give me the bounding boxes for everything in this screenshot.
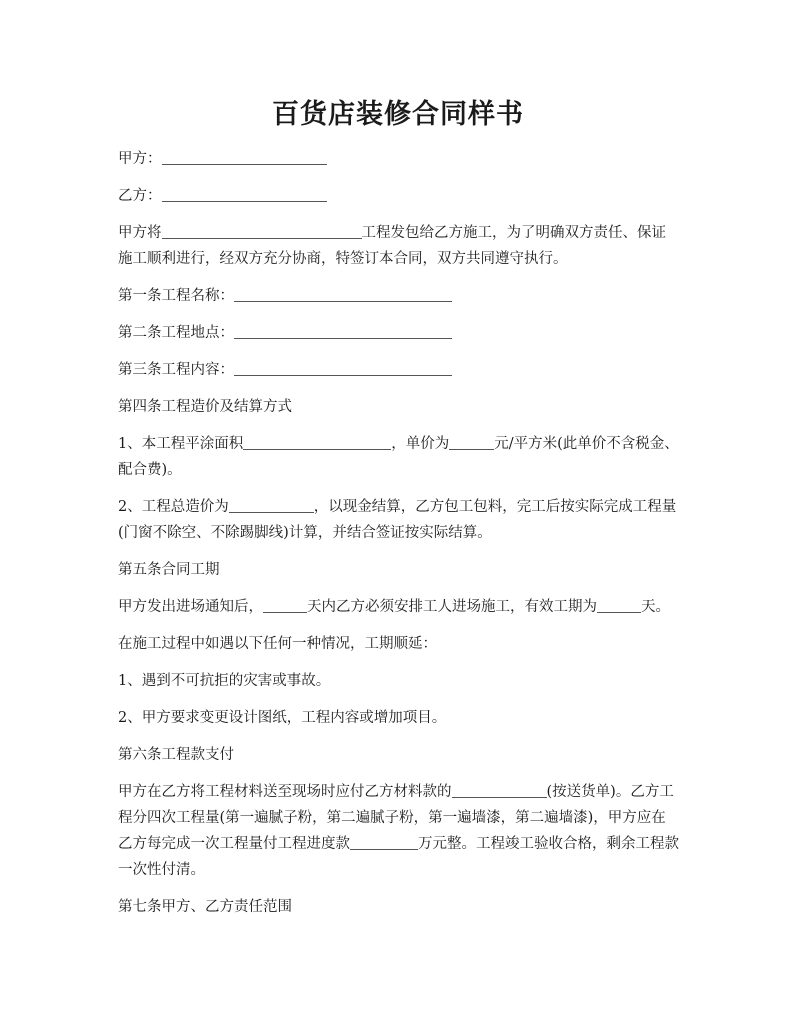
para5-1-text-b: 天内乙方必须安排工人进场施工，有效工期为 — [307, 599, 597, 615]
project-blank — [162, 222, 362, 239]
article1-label: 第一条工程名称： — [118, 288, 234, 304]
para5-1 — [118, 594, 680, 620]
article7-heading: 第七条甲方、乙方责任范围 — [118, 899, 292, 915]
item4-1-text-b: ，单价为 — [391, 436, 450, 452]
party-a-line — [118, 146, 680, 172]
article3-line — [118, 357, 680, 383]
party-a-blank — [162, 148, 327, 165]
article4-heading: 第四条工程造价及结算方式 — [118, 399, 292, 415]
party-b-blank — [162, 185, 327, 202]
item4-2-text-a: 2、工程总造价为 — [118, 499, 229, 515]
project-name-blank — [234, 285, 452, 302]
party-b-line — [118, 183, 680, 209]
article5-heading: 第五条合同工期 — [118, 562, 220, 578]
intro-paragraph — [118, 220, 680, 272]
total-price-blank — [229, 496, 314, 513]
article1-line — [118, 283, 680, 309]
para5-1-text-a: 甲方发出进场通知后， — [118, 599, 263, 615]
party-a-label: 甲方： — [118, 151, 162, 167]
item5-2: 2、甲方要求变更设计图纸，工程内容或增加项目。 — [118, 710, 447, 726]
para6 — [118, 779, 680, 883]
item4-1-text-c: 元/平方米(此单价不含税金、配合费)。 — [118, 436, 679, 478]
area-blank — [243, 433, 391, 450]
para5-1-text-c: 天。 — [641, 599, 670, 615]
item4-1-text-a: 1、本工程平涂面积 — [118, 436, 244, 452]
duration-blank — [597, 596, 641, 613]
project-content-blank — [234, 359, 452, 376]
progress-payment-blank — [350, 833, 418, 850]
para5-2: 在施工过程中如遇以下任何一种情况，工期顺延： — [118, 636, 437, 652]
para6-text-b: (按送货单)。乙方工程分四次工程量(第一遍腻子粉，第二遍腻子粉，第一遍墙漆，第二遍墙漆)，甲方应在乙方每完成一次工程量付工程进度款 — [118, 784, 674, 852]
para6-text-a: 甲方在乙方将工程材料送至现场时应付乙方材料款的 — [118, 784, 452, 800]
item4-2-text-b: ，以现金结算，乙方包工包料，完工后按实际完成工程量(门窗不除空、不除踢脚线)计算，并结合签证按实际结算。 — [118, 499, 677, 541]
item4-2-paragraph — [118, 494, 680, 546]
material-payment-blank — [452, 781, 547, 798]
para6-text-c: 万元整。工程竣工验收合格，剩余工程款一次性付清。 — [118, 836, 679, 878]
document-title: 百货店装修合同样书 — [272, 99, 524, 130]
article2-label: 第二条工程地点： — [118, 325, 234, 341]
project-location-blank — [234, 322, 452, 339]
unit-price-blank — [449, 433, 494, 450]
article2-line — [118, 320, 680, 346]
article3-label: 第三条工程内容： — [118, 362, 234, 378]
item5-1: 1、遇到不可抗拒的灾害或事故。 — [118, 673, 331, 689]
item4-1-paragraph — [118, 431, 680, 483]
document-body — [118, 146, 680, 931]
days-to-start-blank — [263, 596, 307, 613]
intro-text-start: 甲方将 — [118, 225, 162, 241]
intro-text-end: 工程发包给乙方施工，为了明确双方责任、保证施工顺利进行，经双方充分协商，特签订本合同，双方共同遵守执行。 — [118, 225, 666, 267]
party-b-label: 乙方： — [118, 188, 162, 204]
article6-heading: 第六条工程款支付 — [118, 747, 234, 763]
